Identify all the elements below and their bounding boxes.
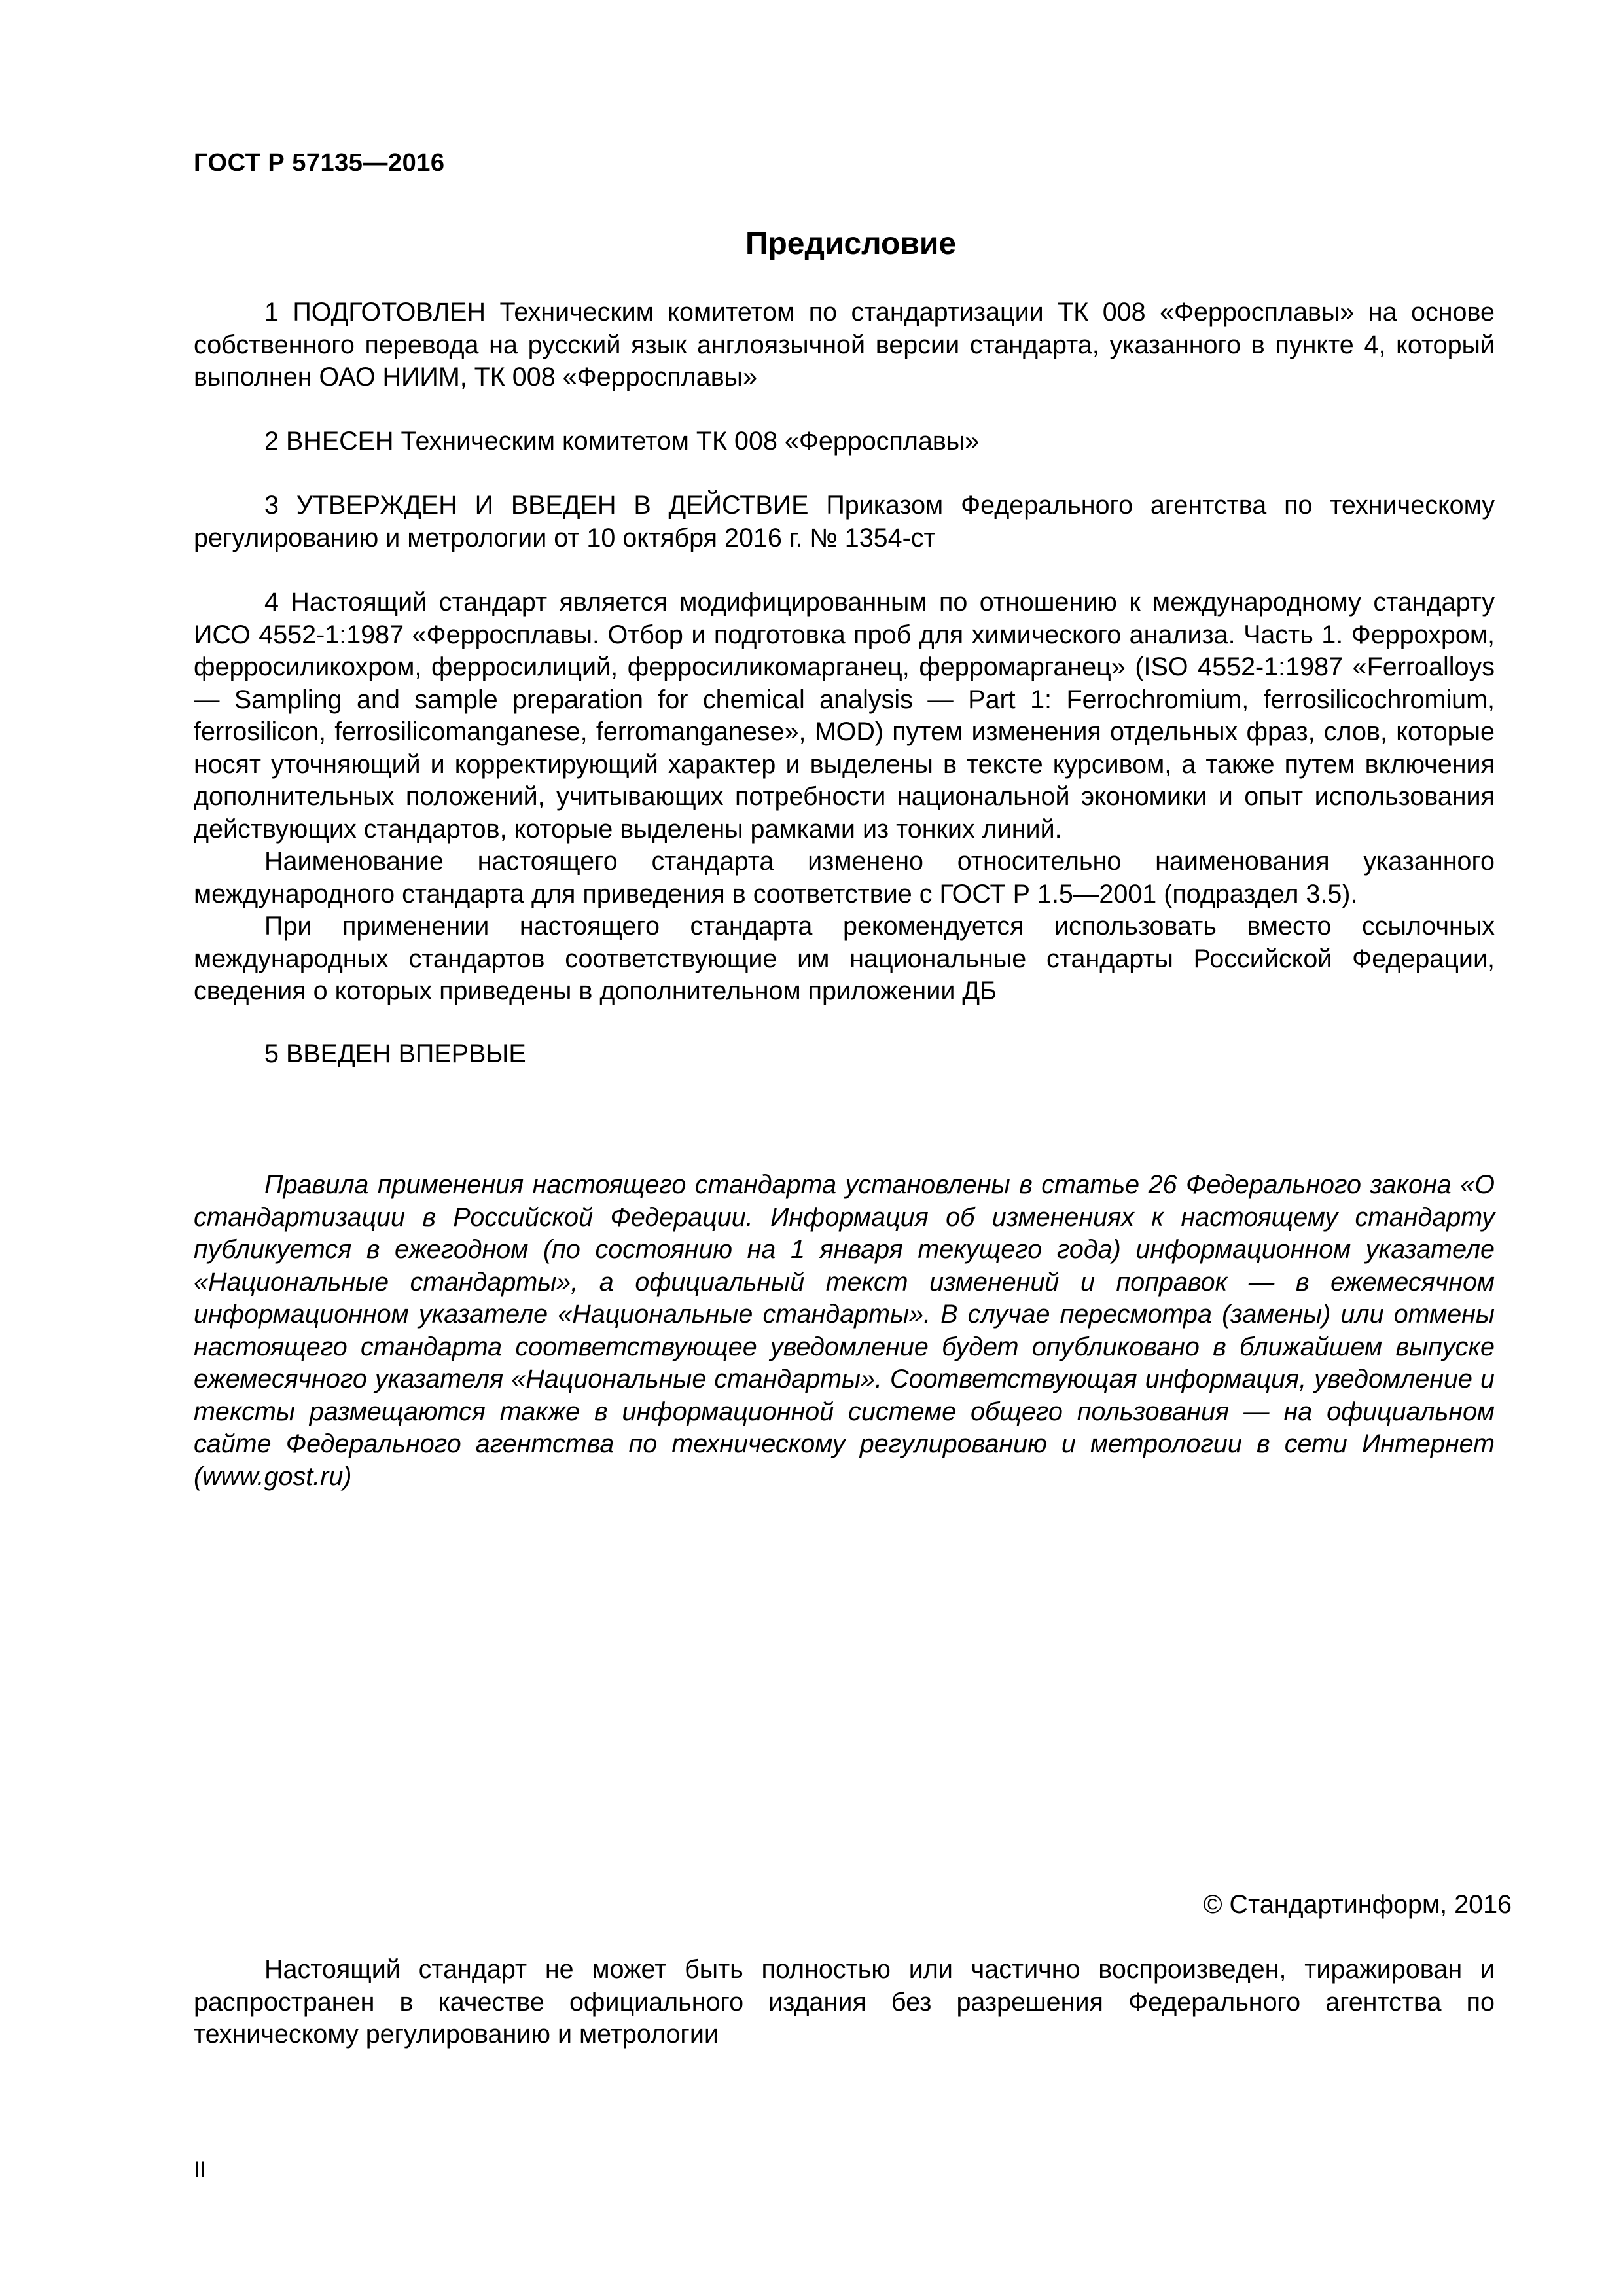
section-5 bbox=[194, 1038, 1495, 1071]
section-3-text: 3 УТВЕРЖДЕН И ВВЕДЕН В ДЕЙСТВИЕ Приказом Федерального агентства по техническому регулированию и метрологии от 10 октября 2016 г. № 1354-ст bbox=[194, 491, 1495, 552]
section-2-text: 2 ВНЕСЕН Техническим комитетом ТК 008 «Ферросплавы» bbox=[264, 427, 980, 456]
section-5-text: 5 ВВЕДЕН ВПЕРВЫЕ bbox=[264, 1039, 526, 1068]
copyright-line: © Стандартинформ, 2016 bbox=[1203, 1890, 1512, 1919]
section-1-text: 1 ПОДГОТОВЛЕН Техническим комитетом по стандартизации ТК 008 «Ферросплавы» на основе собственного перевода на русский язык англоязычной версии стандарта, указанного в пункте 4, который выполнен ОАО НИИМ, ТК 008 «Ферросплавы» bbox=[194, 298, 1495, 391]
section-4-paragraph-2: Наименование настоящего стандарта изменено относительно наименования указанного международного стандарта для приведения в соответствие с ГОСТ Р 1.5—2001 (подраздел 3.5). bbox=[194, 847, 1495, 908]
section-4 bbox=[194, 586, 1495, 1008]
reproduction-notice bbox=[194, 1954, 1495, 2051]
page-number: II bbox=[194, 2157, 206, 2182]
section-2 bbox=[194, 425, 1495, 458]
reproduction-notice-text: Настоящий стандарт не может быть полностью или частично воспроизведен, тиражирован и распространен в качестве официального издания без разрешения Федерального агентства по техническому регулированию и метрологии bbox=[194, 1955, 1495, 2049]
section-4-paragraph-1: 4 Настоящий стандарт является модифицированным по отношению к международному стандарту ИСО 4552-1:1987 «Ферросплавы. Отбор и подготовка проб для химического анализа. Часть 1. Феррохром, ферросиликохром, ферросилиций, ферросиликомарганец, ферромарганец» (ISO 4552-1:1987 «Ferroalloys — Sampling and sample preparation for chemical analysis — Part 1: Ferrochromium, ferrosilicochromium, ferrosilicon, ferrosilicomanganese, ferromanganese», MOD) путем изменения отдельных фраз, слов, которые носят уточняющий и корректирующий характер и выделены в тексте курсивом, а также путем включения дополнительных положений, учитывающих потребности национальной экономики и опыт использования действующих стандартов, которые выделены рамками из тонких линий. bbox=[194, 588, 1495, 844]
application-rules-notice bbox=[194, 1169, 1495, 1493]
document-code-header: ГОСТ Р 57135—2016 bbox=[194, 149, 445, 177]
section-3 bbox=[194, 490, 1495, 554]
notice-text: Правила применения настоящего стандарта установлены в статье 26 Федерального закона «О стандартизации в Российской Федерации. Информация об изменениях к настоящему стандарту публикуется в ежегодном (по состоянию на 1 января текущего года) информационном указателе «Национальные стандарты», а официальный текст изменений и поправок — в ежемесячном информационном указателе «Национальные стандарты». В случае пересмотра (замены) или отмены настоящего стандарта соответствующее уведомление будет опубликовано в ближайшем выпуске ежемесячного указателя «Национальные стандарты». Соответствующая информация, уведомление и тексты размещаются также в информационной системе общего пользования — на официальном сайте Федерального агентства по техническому регулированию и метрологии в сети Интернет (www.gost.ru) bbox=[194, 1170, 1495, 1491]
section-4-paragraph-3: При применении настоящего стандарта рекомендуется использовать вместо ссылочных международных стандартов соответствующие им национальные стандарты Российской Федерации, сведения о которых приведены в дополнительном приложении ДБ bbox=[194, 912, 1495, 1005]
page-title: Предисловие bbox=[745, 226, 957, 261]
section-1 bbox=[194, 296, 1495, 394]
